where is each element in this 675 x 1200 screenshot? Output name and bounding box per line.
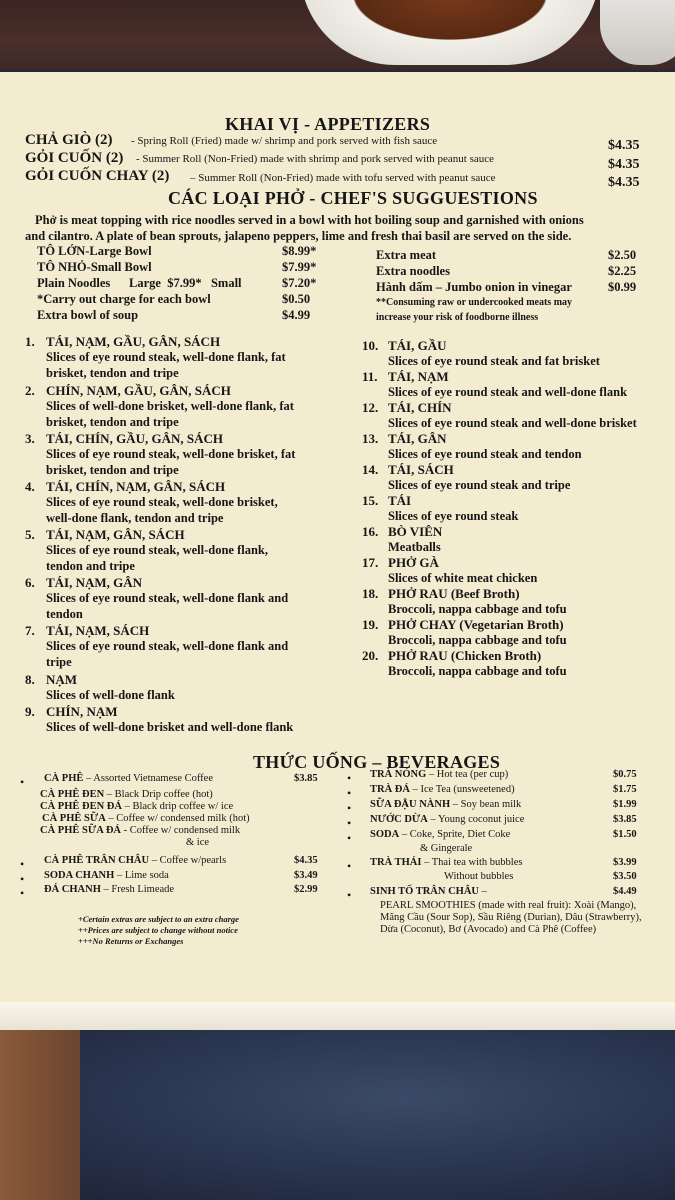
dish-title: TÁI, GẦU [388, 338, 447, 353]
extra-price: $0.99 [608, 280, 637, 294]
appetizer-price: $4.35 [608, 138, 640, 153]
dish-title: TÁI, GÂN [388, 431, 447, 446]
dish-description: Slices of well-done flank [46, 688, 175, 702]
dish-title: BÒ VIÊN [388, 524, 443, 539]
bullet-icon: • [347, 888, 352, 902]
bullet-icon: • [347, 801, 352, 815]
bowl-size-price: $7.20* [282, 276, 317, 290]
dish-description: brisket, tendon and tripe [46, 415, 179, 429]
dish-number: 11. [362, 369, 378, 384]
food-safety-warning: increase your risk of foodborne illness [376, 312, 539, 323]
beverage-name: CÀ PHÊ SỮA – Coffee w/ condensed milk (hot) [42, 813, 250, 824]
pho-title: CÁC LOẠI PHỞ - CHEF'S SUGGUESTIONS [168, 188, 538, 208]
dish-title: PHỞ GÀ [388, 555, 439, 570]
dish-title: CHÍN, NẠM, GẦU, GÂN, SÁCH [46, 383, 231, 398]
bowl-size-price: $7.99* [282, 260, 317, 274]
dish-description: Slices of white meat chicken [388, 571, 538, 585]
dish-title: CHÍN, NẠM [46, 704, 118, 719]
appetizer-desc: - Summer Roll (Non-Fried) made with shrimp and pork served with peanut sauce [136, 153, 495, 165]
appetizer-name: CHẢ GIÒ (2) [25, 132, 113, 148]
dish-title: PHỞ CHAY (Vegetarian Broth) [388, 617, 564, 632]
dish-description: Slices of eye round steak, well-done flank, fat [46, 350, 286, 364]
beverage-price: $3.99 [613, 857, 637, 868]
menu-sleeve-edge [0, 1002, 675, 1032]
menu-page [0, 72, 675, 1030]
extra-label: Extra meat [376, 248, 437, 262]
dish-description: Slices of eye round steak, well-done flank, [46, 543, 268, 557]
dish-number: 5. [25, 527, 35, 542]
dish-title: TÁI, SÁCH [388, 462, 454, 477]
bowl-size-label: TÔ NHỎ-Small Bowl [37, 260, 152, 274]
bowl-size-label: *Carry out charge for each bowl [37, 292, 211, 306]
dish-description: Slices of eye round steak and tendon [388, 447, 582, 461]
appetizer-name: GỎI CUỐN (2) [25, 150, 124, 166]
dish-title: NẠM [46, 672, 78, 687]
beverage-name: Without bubbles [444, 871, 514, 882]
dish-number: 12. [362, 400, 379, 415]
dish-description: Slices of well-done brisket and well-done flank [46, 720, 294, 734]
bowl-size-price: $4.99 [282, 308, 311, 322]
dish-number: 15. [362, 493, 379, 508]
dish-description: Meatballs [388, 540, 441, 554]
dish-title: TÁI, NẠM, GẦU, GÂN, SÁCH [46, 334, 221, 349]
bowl-size-label: Plain Noodles Large $7.99* Small [37, 276, 242, 290]
appetizer-price: $4.35 [608, 175, 640, 190]
menu-footnote: +++No Returns or Exchanges [78, 936, 184, 946]
dish-title: TÁI, NẠM, GÂN [46, 575, 143, 590]
dish-number: 4. [25, 479, 35, 494]
beverage-price: $1.50 [613, 829, 637, 840]
dish-number: 14. [362, 462, 379, 477]
beverage-price: $4.49 [613, 886, 637, 897]
dish-description: Slices of eye round steak and fat brisket [388, 354, 600, 368]
dish-description: Slices of eye round steak and tripe [388, 478, 571, 492]
beverage-price: $2.99 [294, 884, 318, 895]
beverage-name: CÀ PHÊ SỮA ĐÁ - Coffee w/ condensed milk [40, 825, 241, 836]
dish-description: Slices of well-done brisket, well-done flank, fat [46, 399, 294, 413]
beverage-name: SODA CHANH – Lime soda [44, 870, 169, 881]
bullet-icon: • [347, 859, 352, 873]
dish-title: TÁI, CHÍN, NẠM, GÂN, SÁCH [46, 479, 226, 494]
dish-number: 2. [25, 383, 35, 398]
beverage-price: $3.50 [613, 871, 637, 882]
appetizer-name: GỎI CUỐN CHAY (2) [25, 168, 170, 184]
dish-title: TÁI, NẠM, GÂN, SÁCH [46, 527, 185, 542]
dish-number: 10. [362, 338, 379, 353]
dish-description: Slices of eye round steak, well-done brisket, [46, 495, 278, 509]
beverage-name: ĐÁ CHANH – Fresh Limeade [44, 884, 175, 895]
pho-intro-line: and cilantro. A plate of bean sprouts, jalapeno peppers, lime and fresh thai basil are served on the side. [25, 229, 572, 243]
beverage-price: $3.85 [294, 773, 318, 784]
dish-number: 1. [25, 334, 35, 349]
smoothie-desc: Mãng Cầu (Sour Sop), Sầu Riêng (Durian), Dâu (Strawberry), [380, 912, 642, 923]
bullet-icon: • [20, 886, 25, 900]
dish-description: Slices of eye round steak, well-done brisket, fat [46, 447, 296, 461]
beverage-name: TRÀ THÁI – Thai tea with bubbles [370, 857, 523, 868]
dish-number: 20. [362, 648, 379, 663]
extra-price: $2.50 [608, 248, 637, 262]
dish-title: TÁI, CHÍN, GẦU, GÂN, SÁCH [46, 431, 223, 446]
appetizers-title: KHAI VỊ - APPETIZERS [225, 114, 431, 134]
bowl-size-price: $8.99* [282, 244, 317, 258]
appetizer-price: $4.35 [608, 157, 640, 172]
dish-number: 3. [25, 431, 35, 446]
beverage-price: $0.75 [613, 769, 637, 780]
dish-number: 16. [362, 524, 379, 539]
beverage-name: SINH TỐ TRÂN CHÂU – [370, 886, 487, 897]
beverage-name: CÀ PHÊ – Assorted Vietnamese Coffee [44, 773, 213, 784]
beverage-name: CÀ PHÊ ĐEN ĐÁ – Black drip coffee w/ ice [40, 801, 234, 812]
cloth-background [0, 1030, 675, 1200]
dish-number: 17. [362, 555, 379, 570]
dish-description: Slices of eye round steak, well-done flank and [46, 591, 289, 605]
beverage-name: SỮA ĐẬU NÀNH – Soy bean milk [370, 799, 522, 810]
beverage-name: TRÀ NÓNG – Hot tea (per cup) [370, 769, 509, 780]
dish-description: tendon [46, 607, 83, 621]
appetizer-desc: – Summer Roll (Non-Fried) made with tofu served with peanut sauce [190, 172, 496, 184]
beverage-name: & ice [186, 837, 210, 848]
beverage-name: CÀ PHÊ TRÂN CHÂU – Coffee w/pearls [44, 855, 227, 866]
beverage-name: TRÀ ĐÁ – Ice Tea (unsweetened) [370, 784, 515, 795]
dish-title: PHỞ RAU (Beef Broth) [388, 586, 520, 601]
dish-description: Slices of eye round steak, well-done flank and [46, 639, 289, 653]
dish-description: Broccoli, nappa cabbage and tofu [388, 602, 567, 616]
bowl-size-label: Extra bowl of soup [37, 308, 139, 322]
dish-number: 6. [25, 575, 35, 590]
bullet-icon: • [20, 872, 25, 886]
beverage-price: $1.75 [613, 784, 637, 795]
dish-description: well-done flank, tendon and tripe [46, 511, 224, 525]
dish-description: Slices of eye round steak and well-done flank [388, 385, 628, 399]
beverage-name: SODA – Coke, Sprite, Diet Coke [370, 829, 511, 840]
beverage-name: CÀ PHÊ ĐEN – Black Drip coffee (hot) [40, 789, 213, 800]
bowl-size-label: TÔ LỚN-Large Bowl [37, 244, 152, 258]
beverage-name: NƯỚC DỪA – Young coconut juice [370, 814, 525, 825]
menu-footnote: ++Prices are subject to change without notice [78, 925, 238, 935]
smoothie-desc: Dừa (Coconut), Bơ (Avocado) and Cà Phê (Coffee) [380, 924, 597, 935]
dish-number: 19. [362, 617, 379, 632]
extra-label: Extra noodles [376, 264, 450, 278]
bullet-icon: • [20, 775, 25, 789]
bullet-icon: • [347, 771, 352, 785]
dish-description: Broccoli, nappa cabbage and tofu [388, 633, 567, 647]
dish-description: brisket, tendon and tripe [46, 366, 179, 380]
pho-intro-line: Phở is meat topping with rice noodles served in a bowl with hot boiling soup and garnished with onions [35, 213, 584, 227]
arm [0, 1030, 80, 1200]
dish-title: TÁI, NẠM, SÁCH [46, 623, 150, 638]
dish-description: Broccoli, nappa cabbage and tofu [388, 664, 567, 678]
bullet-icon: • [347, 786, 352, 800]
appetizer-desc: - Spring Roll (Fried) made w/ shrimp and pork served with fish sauce [131, 135, 438, 147]
beverage-price: $1.99 [613, 799, 637, 810]
beverage-price: $3.49 [294, 870, 318, 881]
dish-number: 9. [25, 704, 35, 719]
bullet-icon: • [347, 831, 352, 845]
beverage-price: $4.35 [294, 855, 318, 866]
dish-description: brisket, tendon and tripe [46, 463, 179, 477]
dish-number: 8. [25, 672, 35, 687]
dish-description: tendon and tripe [46, 559, 135, 573]
bullet-icon: • [20, 857, 25, 871]
smoothie-desc: PEARL SMOOTHIES (made with real fruit): Xoài (Mango), [380, 900, 637, 911]
beverage-name: & Gingerale [420, 843, 473, 854]
bowl-size-price: $0.50 [282, 292, 311, 306]
menu-footnote: +Certain extras are subject to an extra charge [78, 914, 239, 924]
dish-title: PHỞ RAU (Chicken Broth) [388, 648, 542, 663]
dish-description: tripe [46, 655, 72, 669]
beverages-title: THỨC UỐNG – BEVERAGES [253, 752, 501, 772]
dish-title: TÁI, CHÍN [388, 400, 452, 415]
dish-description: Slices of eye round steak [388, 509, 519, 523]
dish-number: 7. [25, 623, 35, 638]
dish-number: 18. [362, 586, 379, 601]
dish-title: TÁI [388, 493, 412, 508]
extra-label: Hành dấm – Jumbo onion in vinegar [376, 280, 572, 294]
food-safety-warning: **Consuming raw or undercooked meats may [376, 297, 573, 308]
dish-title: TÁI, NẠM [388, 369, 449, 384]
dish-number: 13. [362, 431, 379, 446]
extra-price: $2.25 [608, 264, 637, 278]
beverage-price: $3.85 [613, 814, 637, 825]
dish-description: Slices of eye round steak and well-done brisket [388, 416, 637, 430]
bullet-icon: • [347, 816, 352, 830]
